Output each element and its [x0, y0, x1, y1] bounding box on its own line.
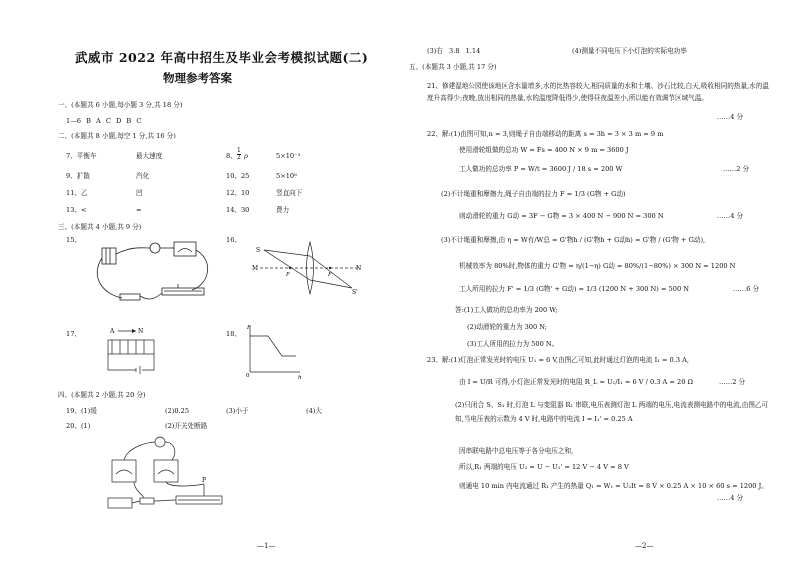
q22-line-7: 机械效率为 80%时,物体的重力 G'物 = η/(1−η) G动 = 80%/(1−80%) × 300 N = 1200 N [459, 262, 736, 270]
page-number-2: —2— [635, 542, 654, 550]
answer-13a: 13、< [66, 206, 87, 214]
answer-7a: 7、平衡车 [66, 152, 97, 160]
ammeter-icon [174, 242, 196, 256]
iron-core [108, 340, 154, 354]
q22-conclusion-2: (2)动滑轮的重力为 300 N; [467, 323, 548, 331]
label-A: A [110, 328, 115, 335]
q22-score-3: ……6 分 [733, 285, 760, 293]
coil-windings [112, 340, 144, 354]
q22-line-5: 则动滑轮的重力 G动 = 3F − G物 = 3 × 400 N − 900 N = 300 N [459, 212, 664, 220]
section-3-heading: 三、(本题共 4 小题,共 9 分) [58, 223, 142, 231]
figure-17-electromagnet [96, 322, 196, 378]
answer-20-2: (2)开关处断路 [165, 422, 208, 430]
answer-11b: 凹 [136, 189, 143, 197]
answer-10b: 5×10⁸ [276, 172, 297, 180]
q23-line-1: 23、解:(1)灯泡正常发光时的电压 U₁ = 6 V,由图乙可知,此时通过灯泡的电流 I₁ = 0.3 A, [427, 356, 689, 364]
rheostat-icon [162, 288, 204, 295]
bulb-icon [155, 437, 165, 447]
q22-conclusion-3: (3)工人所用的拉力为 500 N。 [467, 340, 559, 348]
section-1-answers: 1—6 B A C D B C [66, 117, 142, 125]
voltmeter-icon [112, 460, 136, 482]
section-5-heading: 五、(本题共 3 小题,共 17 分) [409, 63, 497, 71]
q22-score-2: ……4 分 [717, 212, 744, 220]
answer-19-1: 19、(1)缓 [66, 407, 97, 415]
fraction-numerator: 1 [237, 147, 241, 154]
answer-20-4: (4)测量不同电压下小灯泡的实际电功率 [572, 47, 687, 55]
ammeter-icon [154, 460, 178, 482]
q21-score: ……4 分 [717, 113, 744, 121]
q23-line-5: 所以,R₁ 两端的电压 U₂ = U − U₁' = 12 V − 4 V = 8 V [459, 463, 629, 471]
answer-8c: 5×10⁻³ [276, 152, 301, 160]
answer-14a: 14、30 [226, 206, 250, 214]
answer-key-title: 物理参考答案 [163, 71, 232, 85]
axis-label-h: h [298, 375, 302, 380]
q23-line-6: 则通电 10 min 内电流通过 R₁ 产生的热量 Q₁ = W₁ = U₂It = 8 V × 0.25 A × 10 × 60 s = 1200 J。 [459, 482, 768, 490]
page-number-1: —1— [257, 542, 276, 550]
switch-icon [120, 294, 140, 300]
answer-7b: 最大速度 [136, 152, 163, 160]
answer-9a: 9、扩散 [66, 172, 90, 180]
axis-label-F: F [247, 325, 251, 331]
label-M: M [252, 265, 259, 272]
answer-8b: ρ [244, 152, 248, 160]
q23-line-4: 因串联电路中总电压等于各分电压之和, [459, 447, 574, 455]
figure-16-lens-diagram [240, 236, 370, 298]
answer-13b: = [136, 206, 142, 214]
label-N: N [356, 265, 362, 272]
q15-label: 15、 [66, 236, 81, 244]
incident-ray-1 [264, 250, 310, 256]
q22-line-3: 工人做功的总功率 P = W/t = 3600 J / 18 s = 200 W [459, 165, 623, 173]
bulb-icon [150, 243, 160, 253]
section-4-heading: 四、(本题共 2 小题,共 20 分) [58, 391, 146, 399]
q23-line-2: 由 I = U/R 可得,小灯泡正常发光时的电阻 R_L = U₁/I₁ = 6 V / 0.3 A = 20 Ω [459, 378, 693, 386]
axis-origin: 0 [246, 373, 250, 379]
q23-score-1: ……2 分 [719, 378, 746, 386]
label-F-right: F [328, 272, 332, 278]
answer-20-1: 20、(1) [66, 422, 91, 430]
q22-line-6: (3)不计绳重和摩擦,由 η = W有/W总 = G'物h / (G'物h + G动h) = G'物 / (G'物 + G动), [441, 236, 706, 244]
q16-label: 16、 [226, 236, 241, 244]
answer-20-3: (3)右 3.8 1.14 [427, 47, 481, 55]
answer-11a: 11、乙 [66, 189, 88, 197]
answer-12a: 12、10 [226, 189, 250, 197]
battery-pack [102, 248, 116, 264]
answer-19-3: (3)小于 [226, 407, 249, 415]
label-P: P [202, 477, 207, 484]
answer-19-2: (2)0.25 [165, 407, 190, 415]
label-S: S [256, 247, 261, 254]
focal-point-right [329, 267, 331, 269]
section-2-heading: 二、(本题共 8 小题,每空 1 分,共 16 分) [58, 132, 176, 140]
answer-8-fraction [237, 148, 241, 161]
figure-18-force-graph [244, 322, 304, 380]
label-F-left: F [286, 272, 290, 278]
q17-label: 17、 [66, 330, 81, 338]
exam-title: 武威市 2022 年高中招生及毕业会考模拟试题(二) [75, 50, 369, 65]
q22-score-1: ……2 分 [723, 165, 750, 173]
label-N-pole: N [138, 328, 144, 335]
q22-line-8: 工人所用的拉力 F' = 1/3 (G物' + G动) = 1/3 (1200 N + 300 N) = 500 N [459, 285, 690, 293]
page-2 [397, 0, 794, 561]
q18-label: 18、 [226, 330, 241, 338]
fraction-denominator: 2 [237, 154, 241, 161]
switch-icon [140, 498, 154, 504]
answer-10a: 10、25 [226, 172, 250, 180]
q22-line-2: 使用滑轮组做的总功 W = Fs = 400 N × 9 m = 3600 J [459, 146, 629, 154]
section-1-heading: 一、(本题共 6 小题,每小题 3 分,共 18 分) [58, 101, 183, 109]
q21-answer: 21、修建湿地公园使该地区含水量增多,水的比热容较大,相同质量的水和土壤、沙石比较,白天,吸收相同的热量,水的温度升高得少;夜晚,放出相同的热量,水的温度降低得少,使得昼夜温差小,所以能有效调节区域气温。 [427, 82, 769, 102]
force-curve [250, 336, 296, 356]
answer-14b: 费力 [276, 206, 290, 214]
answer-8-label: 8、 [226, 152, 237, 160]
refracted-ray-2 [310, 280, 352, 288]
q23-score-2: ……4 分 [717, 494, 744, 502]
q22-conclusion-1: 答:(1)工人做功的总功率为 200 W; [455, 306, 558, 314]
q22-line-4: (2)不计绳重和摩擦力,绳子自由端的拉力 F = 1/3 (G物 + G动) [441, 190, 626, 198]
figure-15-circuit [92, 236, 222, 308]
answer-9b: 汽化 [136, 172, 150, 180]
answer-19-4: (4)大 [306, 407, 322, 415]
q23-line-3: (2)只闭合 S、S₁ 时,灯泡 L 与变阻器 R₁ 串联,电压表测灯泡 L 两端的电压,电流表测电路中的电流,由图乙可知,当电压表的示数为 4 V 时,电路中的电流 I = I₁' = 0.25 A [455, 401, 769, 423]
label-S-image: S' [352, 289, 358, 296]
focal-point-left [289, 267, 291, 269]
answer-12b: 竖直向下 [276, 189, 303, 197]
figure-20-experiment-circuit [104, 434, 228, 516]
q22-line-1: 22、解:(1)由图可知,n = 3,则绳子自由端移动的距离 s = 3h = 3 × 3 m = 9 m [427, 130, 664, 138]
battery-icon [108, 498, 132, 508]
